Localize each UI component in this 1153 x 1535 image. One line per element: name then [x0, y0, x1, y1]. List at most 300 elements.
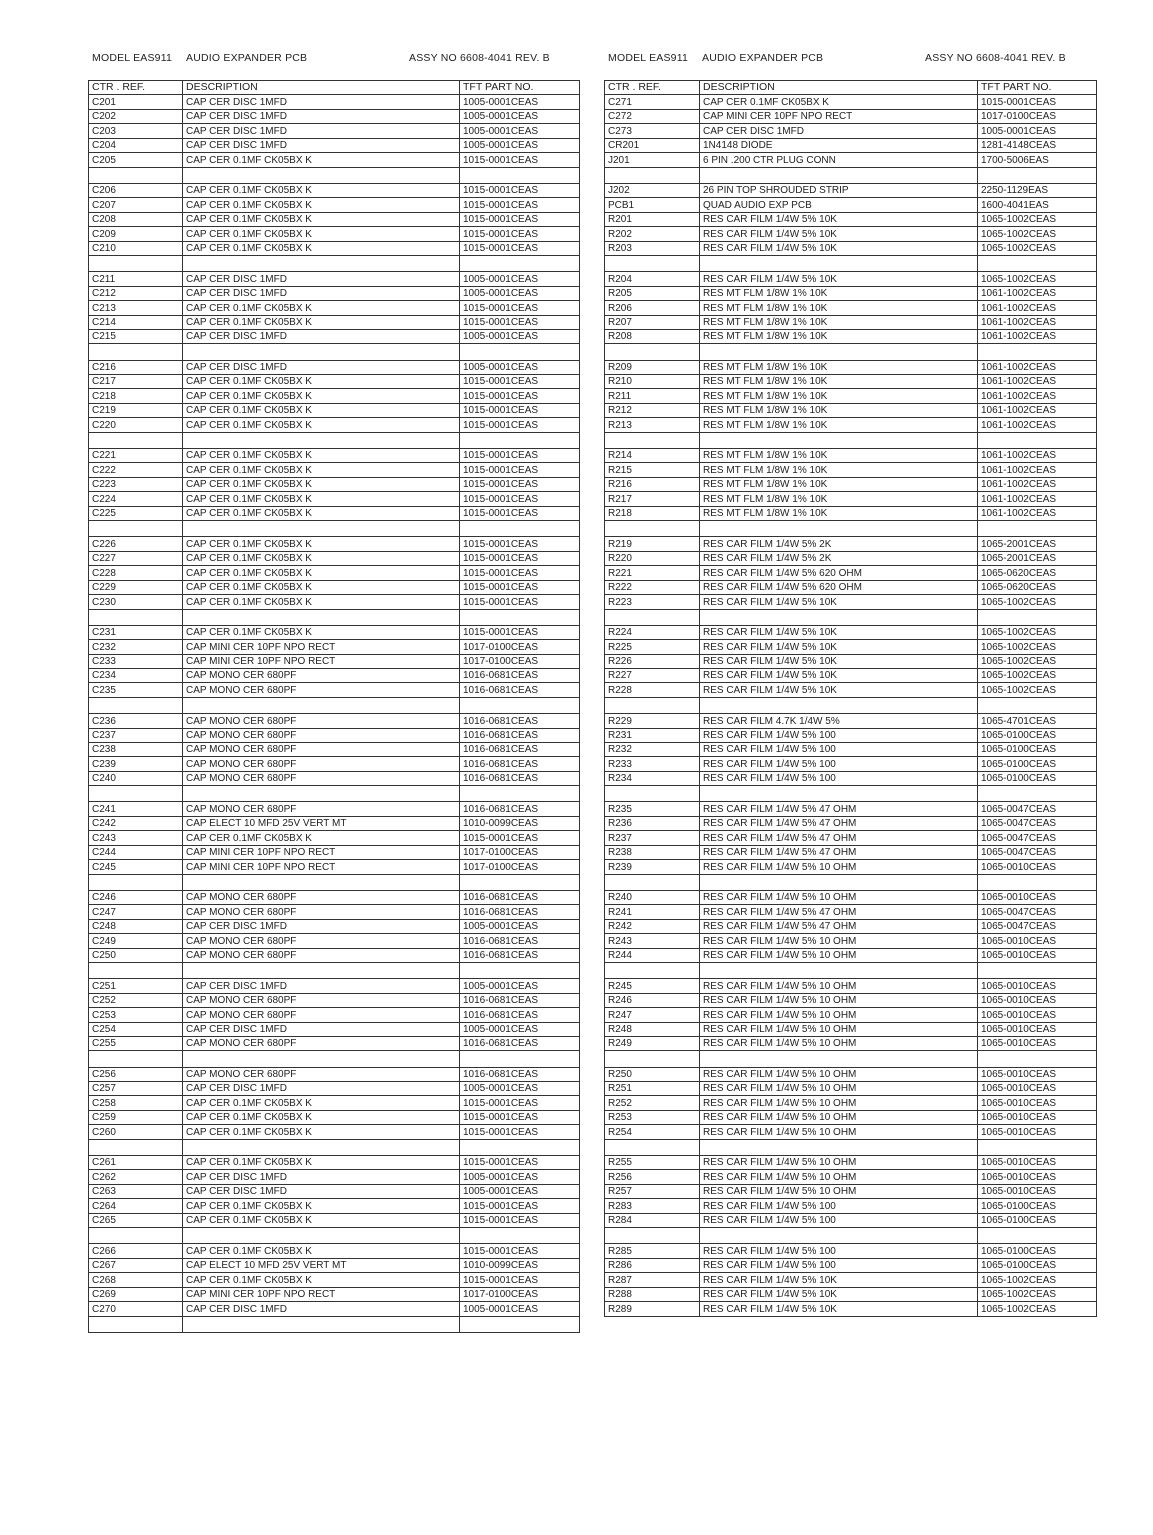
ctr-ref-cell: C258 [89, 1096, 183, 1110]
description-cell: RES CAR FILM 1/4W 5% 100 [700, 728, 978, 742]
part-number-cell: 1015-0001CEAS [460, 389, 580, 403]
description-cell: RES CAR FILM 1/4W 5% 10 OHM [700, 890, 978, 904]
ctr-ref-cell: C267 [89, 1258, 183, 1272]
table-row [605, 241, 1097, 255]
ctr-ref-cell: C220 [89, 418, 183, 432]
description-cell: RES CAR FILM 1/4W 5% 47 OHM [700, 802, 978, 816]
part-number-cell: 1065-1002CEAS [978, 595, 1097, 609]
ctr-ref-cell: C244 [89, 845, 183, 859]
part-number-cell: 1065-0047CEAS [978, 816, 1097, 830]
part-number-cell: 1005-0001CEAS [460, 109, 580, 123]
description-cell: CAP CER 0.1MF CK05BX K [183, 1096, 460, 1110]
ctr-ref-cell: C209 [89, 227, 183, 241]
table-row [89, 1199, 580, 1213]
ctr-ref-cell: C240 [89, 771, 183, 785]
description-cell: RES CAR FILM 1/4W 5% 10 OHM [700, 1082, 978, 1096]
ctr-ref-cell: C229 [89, 580, 183, 594]
description-cell: CAP CER 0.1MF CK05BX K [183, 831, 460, 845]
description-cell: CAP MINI CER 10PF NPO RECT [183, 1287, 460, 1301]
part-number-cell: 1016-0681CEAS [460, 993, 580, 1007]
ctr-ref-cell: C234 [89, 669, 183, 683]
part-number-cell: 1015-0001CEAS [460, 595, 580, 609]
ctr-ref-cell: C245 [89, 860, 183, 874]
description-cell: RES CAR FILM 1/4W 5% 10K [700, 654, 978, 668]
ctr-ref-cell: R240 [605, 890, 700, 904]
table-row [605, 1022, 1097, 1036]
table-row [89, 241, 580, 255]
table-row [89, 831, 580, 845]
description-cell: RES MT FLM 1/8W 1% 10K [700, 286, 978, 300]
part-number-cell: 1015-0001CEAS [460, 1096, 580, 1110]
table-row [605, 212, 1097, 226]
part-number-cell: 1065-1002CEAS [978, 212, 1097, 226]
table-row [89, 463, 580, 477]
part-number-cell: 1005-0001CEAS [460, 286, 580, 300]
description-cell: RES CAR FILM 1/4W 5% 100 [700, 771, 978, 785]
part-number-cell: 1015-0001CEAS [460, 183, 580, 197]
table-row [605, 403, 1097, 417]
ctr-ref-cell: R231 [605, 728, 700, 742]
ctr-ref-cell: R243 [605, 934, 700, 948]
table-row [89, 654, 580, 668]
ctr-ref-cell: R232 [605, 742, 700, 756]
ctr-ref-cell: C232 [89, 640, 183, 654]
ctr-ref-cell: C204 [89, 138, 183, 152]
part-number-cell: 1065-1002CEAS [978, 640, 1097, 654]
description-cell: CAP CER DISC 1MFD [183, 124, 460, 138]
left-title: AUDIO EXPANDER PCB [186, 52, 308, 64]
part-number-cell: 1061-1002CEAS [978, 477, 1097, 491]
part-number-cell: 1065-1002CEAS [978, 683, 1097, 697]
description-cell: CAP CER DISC 1MFD [183, 95, 460, 109]
ctr-ref-cell: C225 [89, 506, 183, 520]
table-row [605, 728, 1097, 742]
description-cell: RES MT FLM 1/8W 1% 10K [700, 448, 978, 462]
part-number-cell: 2250-1129EAS [978, 183, 1097, 197]
description-cell: CAP CER DISC 1MFD [183, 329, 460, 343]
description-cell: CAP CER DISC 1MFD [183, 1082, 460, 1096]
table-row [605, 227, 1097, 241]
table-row [605, 654, 1097, 668]
description-cell: CAP CER DISC 1MFD [183, 919, 460, 933]
part-number-cell: 1061-1002CEAS [978, 403, 1097, 417]
part-number-cell: 1005-0001CEAS [460, 1082, 580, 1096]
part-number-cell: 1015-0001CEAS [460, 1199, 580, 1213]
description-cell: CAP MINI CER 10PF NPO RECT [183, 845, 460, 859]
table-row [605, 683, 1097, 697]
ctr-ref-cell: R222 [605, 580, 700, 594]
ctr-ref-cell: C265 [89, 1213, 183, 1227]
ctr-ref-cell: R221 [605, 566, 700, 580]
ctr-ref-cell: R244 [605, 948, 700, 962]
table-row [605, 537, 1097, 551]
description-cell: CAP CER 0.1MF CK05BX K [183, 227, 460, 241]
table-row [605, 1244, 1097, 1258]
description-cell: RES CAR FILM 1/4W 5% 10K [700, 212, 978, 226]
table-row [89, 640, 580, 654]
table-row [605, 463, 1097, 477]
part-number-cell: 1065-0100CEAS [978, 1244, 1097, 1258]
spacer-row [89, 1051, 580, 1067]
table-row [89, 95, 580, 109]
ctr-ref-cell: R208 [605, 329, 700, 343]
table-row [89, 890, 580, 904]
table-row [89, 1213, 580, 1227]
part-number-cell: 1005-0001CEAS [460, 138, 580, 152]
part-number-cell: 1065-1002CEAS [978, 1273, 1097, 1287]
table-row [605, 1036, 1097, 1050]
description-cell: CAP CER 0.1MF CK05BX K [183, 212, 460, 226]
part-number-cell: 1065-0010CEAS [978, 1096, 1097, 1110]
description-cell: CAP MONO CER 680PF [183, 714, 460, 728]
description-cell: CAP CER 0.1MF CK05BX K [183, 389, 460, 403]
description-cell: RES MT FLM 1/8W 1% 10K [700, 360, 978, 374]
ctr-ref-cell: R249 [605, 1036, 700, 1050]
ctr-ref-cell: R209 [605, 360, 700, 374]
description-cell: RES CAR FILM 1/4W 5% 100 [700, 1244, 978, 1258]
ctr-ref-cell: C262 [89, 1170, 183, 1184]
part-number-cell: 1065-0010CEAS [978, 1008, 1097, 1022]
description-cell: CAP CER DISC 1MFD [183, 360, 460, 374]
part-number-cell: 1065-0100CEAS [978, 728, 1097, 742]
description-cell: CAP CER 0.1MF CK05BX K [183, 537, 460, 551]
table-row [605, 742, 1097, 756]
part-number-cell: 1016-0681CEAS [460, 728, 580, 742]
description-cell: CAP MONO CER 680PF [183, 683, 460, 697]
ctr-ref-cell: C208 [89, 212, 183, 226]
ctr-ref-cell: R235 [605, 802, 700, 816]
table-row [89, 109, 580, 123]
description-cell: CAP ELECT 10 MFD 25V VERT MT [183, 1258, 460, 1272]
ctr-ref-cell: R226 [605, 654, 700, 668]
ctr-ref-cell: R236 [605, 816, 700, 830]
part-number-cell: 1281-4148CEAS [978, 138, 1097, 152]
part-number-cell: 1015-0001CEAS [460, 1110, 580, 1124]
part-number-cell: 1065-1002CEAS [978, 625, 1097, 639]
description-cell: CAP CER DISC 1MFD [183, 1170, 460, 1184]
table-row [89, 1170, 580, 1184]
table-row [89, 198, 580, 212]
description-cell: CAP MONO CER 680PF [183, 728, 460, 742]
description-cell: RES CAR FILM 1/4W 5% 10 OHM [700, 1155, 978, 1169]
part-number-cell: 1065-0010CEAS [978, 1067, 1097, 1081]
description-cell: RES CAR FILM 1/4W 5% 10K [700, 683, 978, 697]
table-row [605, 919, 1097, 933]
part-number-cell: 1065-0100CEAS [978, 1258, 1097, 1272]
part-number-cell: 1015-0001CEAS [460, 403, 580, 417]
part-number-cell: 1016-0681CEAS [460, 934, 580, 948]
description-cell: RES CAR FILM 1/4W 5% 47 OHM [700, 831, 978, 845]
part-number-cell: 1065-0100CEAS [978, 757, 1097, 771]
part-number-cell: 1015-0001CEAS [460, 1155, 580, 1169]
part-number-cell: 1005-0001CEAS [460, 1184, 580, 1198]
description-cell: RES CAR FILM 4.7K 1/4W 5% [700, 714, 978, 728]
ctr-ref-cell: C222 [89, 463, 183, 477]
ctr-ref-cell: C235 [89, 683, 183, 697]
table-row [605, 301, 1097, 315]
table-row [605, 109, 1097, 123]
ctr-ref-cell: R223 [605, 595, 700, 609]
description-cell: RES MT FLM 1/8W 1% 10K [700, 463, 978, 477]
spacer-row [605, 874, 1097, 890]
part-number-cell: 1065-0010CEAS [978, 948, 1097, 962]
part-number-cell: 1015-0001CEAS [460, 463, 580, 477]
table-row [89, 919, 580, 933]
ctr-ref-cell: R225 [605, 640, 700, 654]
table-row [605, 1258, 1097, 1272]
table-row [605, 375, 1097, 389]
part-number-cell: 1061-1002CEAS [978, 448, 1097, 462]
table-row [89, 477, 580, 491]
ctr-ref-cell: C263 [89, 1184, 183, 1198]
part-number-cell: 1016-0681CEAS [460, 1008, 580, 1022]
part-number-cell: 1700-5006EAS [978, 153, 1097, 167]
part-number-cell: 1017-0100CEAS [460, 654, 580, 668]
part-number-cell: 1015-0001CEAS [460, 227, 580, 241]
description-cell: CAP CER 0.1MF CK05BX K [183, 580, 460, 594]
part-number-cell: 1061-1002CEAS [978, 389, 1097, 403]
ctr-ref-cell: C241 [89, 802, 183, 816]
description-cell: CAP CER 0.1MF CK05BX K [183, 375, 460, 389]
description-cell: CAP MONO CER 680PF [183, 757, 460, 771]
description-cell: CAP MONO CER 680PF [183, 1067, 460, 1081]
ctr-ref-cell: R255 [605, 1155, 700, 1169]
description-cell: CAP CER 0.1MF CK05BX K [183, 566, 460, 580]
table-row [605, 1184, 1097, 1198]
description-cell: CAP CER 0.1MF CK05BX K [183, 403, 460, 417]
table-row [605, 566, 1097, 580]
description-cell: CAP CER 0.1MF CK05BX K [183, 506, 460, 520]
description-cell: RES CAR FILM 1/4W 5% 47 OHM [700, 816, 978, 830]
ctr-ref-cell: R248 [605, 1022, 700, 1036]
description-cell: CAP MINI CER 10PF NPO RECT [700, 109, 978, 123]
part-number-cell: 1065-1002CEAS [978, 1302, 1097, 1316]
table-row [89, 580, 580, 594]
table-row [89, 506, 580, 520]
description-cell: RES CAR FILM 1/4W 5% 10K [700, 227, 978, 241]
ctr-ref-cell: R211 [605, 389, 700, 403]
table-row [89, 153, 580, 167]
ctr-ref-cell: R206 [605, 301, 700, 315]
part-number-cell: 1015-0001CEAS [460, 551, 580, 565]
right-parts-table [604, 80, 1097, 1317]
table-row [605, 1287, 1097, 1301]
part-number-cell: 1065-2001CEAS [978, 551, 1097, 565]
part-number-cell: 1016-0681CEAS [460, 890, 580, 904]
table-row [605, 816, 1097, 830]
table-row [89, 669, 580, 683]
part-number-cell: 1065-0620CEAS [978, 566, 1097, 580]
ctr-ref-cell: C272 [605, 109, 700, 123]
table-header-row [605, 81, 1097, 95]
left-assy: ASSY NO 6608-4041 REV. B [409, 52, 550, 64]
ctr-ref-cell: C214 [89, 315, 183, 329]
part-number-cell: 1016-0681CEAS [460, 1067, 580, 1081]
description-cell: RES CAR FILM 1/4W 5% 10 OHM [700, 948, 978, 962]
part-number-cell: 1065-0010CEAS [978, 1184, 1097, 1198]
table-row [605, 580, 1097, 594]
ctr-ref-cell: R220 [605, 551, 700, 565]
part-number-cell: 1005-0001CEAS [460, 272, 580, 286]
ctr-ref-cell: R219 [605, 537, 700, 551]
ctr-ref-cell: R216 [605, 477, 700, 491]
part-number-cell: 1061-1002CEAS [978, 286, 1097, 300]
description-cell: 6 PIN .200 CTR PLUG CONN [700, 153, 978, 167]
table-row [605, 1170, 1097, 1184]
description-cell: RES MT FLM 1/8W 1% 10K [700, 315, 978, 329]
ctr-ref-cell: C228 [89, 566, 183, 580]
ctr-ref-cell: C252 [89, 993, 183, 1007]
spacer-row [89, 521, 580, 537]
ctr-ref-cell: J202 [605, 183, 700, 197]
table-row [89, 138, 580, 152]
table-row [605, 1273, 1097, 1287]
part-number-cell: 1016-0681CEAS [460, 771, 580, 785]
spacer-row [605, 432, 1097, 448]
part-number-header: TFT PART NO. [460, 81, 580, 95]
part-number-cell: 1015-0001CEAS [460, 625, 580, 639]
part-number-cell: 1005-0001CEAS [460, 1302, 580, 1316]
part-number-cell: 1017-0100CEAS [460, 1287, 580, 1301]
table-row [605, 1155, 1097, 1169]
ctr-ref-cell: C259 [89, 1110, 183, 1124]
description-cell: RES CAR FILM 1/4W 5% 47 OHM [700, 919, 978, 933]
part-number-cell: 1016-0681CEAS [460, 742, 580, 756]
part-number-cell: 1061-1002CEAS [978, 506, 1097, 520]
table-row [89, 360, 580, 374]
description-cell: CAP ELECT 10 MFD 25V VERT MT [183, 816, 460, 830]
ctr-ref-cell: C206 [89, 183, 183, 197]
ctr-ref-cell: C227 [89, 551, 183, 565]
description-cell: RES CAR FILM 1/4W 5% 47 OHM [700, 845, 978, 859]
description-cell: RES CAR FILM 1/4W 5% 10K [700, 1273, 978, 1287]
part-number-cell: 1065-0010CEAS [978, 1082, 1097, 1096]
ctr-ref-cell: R256 [605, 1170, 700, 1184]
ctr-ref-cell: R287 [605, 1273, 700, 1287]
part-number-cell: 1065-2001CEAS [978, 537, 1097, 551]
ctr-ref-cell: R286 [605, 1258, 700, 1272]
part-number-header: TFT PART NO. [978, 81, 1097, 95]
table-row [605, 389, 1097, 403]
part-number-cell: 1005-0001CEAS [460, 95, 580, 109]
table-row [89, 1287, 580, 1301]
ctr-ref-cell: C237 [89, 728, 183, 742]
table-row [89, 551, 580, 565]
part-number-cell: 1015-0001CEAS [460, 301, 580, 315]
part-number-cell: 1016-0681CEAS [460, 669, 580, 683]
part-number-cell: 1065-1002CEAS [978, 241, 1097, 255]
ctr-ref-cell: C271 [605, 95, 700, 109]
ctr-ref-cell: C219 [89, 403, 183, 417]
spacer-row [605, 609, 1097, 625]
description-cell: CAP CER 0.1MF CK05BX K [183, 1155, 460, 1169]
part-number-cell: 1015-0001CEAS [460, 212, 580, 226]
part-number-cell: 1005-0001CEAS [460, 919, 580, 933]
table-row [605, 1199, 1097, 1213]
ref-header: CTR . REF. [89, 81, 183, 95]
ctr-ref-cell: C248 [89, 919, 183, 933]
ctr-ref-cell: R247 [605, 1008, 700, 1022]
ctr-ref-cell: R285 [605, 1244, 700, 1258]
table-row [89, 418, 580, 432]
ctr-ref-cell: R212 [605, 403, 700, 417]
ctr-ref-cell: C212 [89, 286, 183, 300]
description-header: DESCRIPTION [183, 81, 460, 95]
table-row [605, 1008, 1097, 1022]
ctr-ref-cell: R250 [605, 1067, 700, 1081]
description-cell: RES CAR FILM 1/4W 5% 10 OHM [700, 1022, 978, 1036]
spacer-row [89, 786, 580, 802]
part-number-cell: 1065-0047CEAS [978, 905, 1097, 919]
table-row [89, 1036, 580, 1050]
table-row [605, 286, 1097, 300]
description-cell: CAP CER DISC 1MFD [183, 1184, 460, 1198]
table-row [89, 389, 580, 403]
spacer-row [605, 167, 1097, 183]
left-parts-table [88, 80, 580, 1333]
table-row [89, 1125, 580, 1139]
ctr-ref-cell: R205 [605, 286, 700, 300]
table-row [605, 418, 1097, 432]
ctr-ref-cell: C256 [89, 1067, 183, 1081]
ctr-ref-cell: C223 [89, 477, 183, 491]
part-number-cell: 1016-0681CEAS [460, 714, 580, 728]
description-cell: CAP CER 0.1MF CK05BX K [183, 1244, 460, 1258]
part-number-cell: 1065-0010CEAS [978, 934, 1097, 948]
ctr-ref-cell: R203 [605, 241, 700, 255]
ctr-ref-cell: R251 [605, 1082, 700, 1096]
spacer-row [89, 1139, 580, 1155]
description-cell: CAP MONO CER 680PF [183, 993, 460, 1007]
description-cell: RES CAR FILM 1/4W 5% 10 OHM [700, 1170, 978, 1184]
table-row [89, 860, 580, 874]
part-number-cell: 1065-0010CEAS [978, 1022, 1097, 1036]
description-cell: CAP CER 0.1MF CK05BX K [183, 1273, 460, 1287]
table-row [605, 714, 1097, 728]
table-row [605, 329, 1097, 343]
part-number-cell: 1015-0001CEAS [460, 492, 580, 506]
spacer-row [605, 521, 1097, 537]
ctr-ref-cell: R242 [605, 919, 700, 933]
description-cell: RES CAR FILM 1/4W 5% 10K [700, 241, 978, 255]
description-cell: RES CAR FILM 1/4W 5% 10 OHM [700, 1008, 978, 1022]
description-cell: CAP CER 0.1MF CK05BX K [183, 625, 460, 639]
table-row [89, 714, 580, 728]
ctr-ref-cell: R217 [605, 492, 700, 506]
ctr-ref-cell: R254 [605, 1125, 700, 1139]
part-number-cell: 1015-0001CEAS [460, 537, 580, 551]
part-number-cell: 1065-0620CEAS [978, 580, 1097, 594]
table-row [89, 1008, 580, 1022]
ctr-ref-cell: C233 [89, 654, 183, 668]
table-row [89, 315, 580, 329]
ctr-ref-cell: R238 [605, 845, 700, 859]
table-row [605, 890, 1097, 904]
ctr-ref-cell: R257 [605, 1184, 700, 1198]
description-cell: RES MT FLM 1/8W 1% 10K [700, 492, 978, 506]
description-cell: CAP CER 0.1MF CK05BX K [183, 463, 460, 477]
ctr-ref-cell: C246 [89, 890, 183, 904]
description-cell: RES CAR FILM 1/4W 5% 10K [700, 625, 978, 639]
ctr-ref-cell: C261 [89, 1155, 183, 1169]
ctr-ref-cell: C210 [89, 241, 183, 255]
right-assy: ASSY NO 6608-4041 REV. B [925, 52, 1066, 64]
table-row [605, 802, 1097, 816]
description-cell: CAP MONO CER 680PF [183, 1036, 460, 1050]
description-cell: CAP CER 0.1MF CK05BX K [183, 1213, 460, 1227]
table-row [89, 979, 580, 993]
description-cell: RES MT FLM 1/8W 1% 10K [700, 301, 978, 315]
